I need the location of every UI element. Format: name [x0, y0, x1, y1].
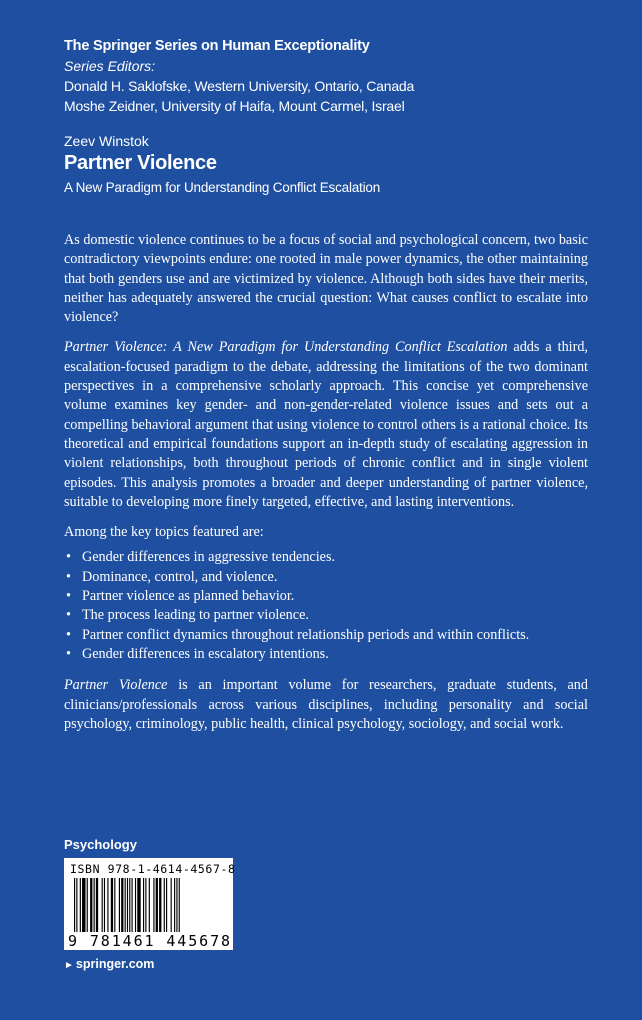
bullet-icon: •	[66, 645, 71, 662]
series-info	[64, 36, 604, 116]
bullet-icon: •	[66, 549, 71, 566]
topics-list	[64, 548, 588, 664]
blurb-paragraph-1: As domestic violence continues to be a focus of social and psychological concern, two basic contradictory viewpoints endure: one rooted in male power dynamics, the other maintaining that both genders use and are victimized by violence. Although both sides have their merits, neither has adequately answered the crucial question: What causes conflict to escalate into violence?	[64, 232, 588, 326]
bullet-icon: •	[66, 568, 71, 585]
barcode-number: 9 781461 445678	[68, 932, 232, 950]
isbn-barcode	[64, 858, 236, 950]
back-cover-blurb	[64, 231, 588, 745]
series-editor-2: Moshe Zeidner, University of Haifa, Mount Carmel, Israel	[64, 98, 405, 114]
list-item: • Dominance, control, and violence.	[64, 568, 588, 587]
blurb-paragraph-2-text: adds a third, escalation-focused paradigm to the debate, addressing the limitations of the two dominant perspectives in a comprehensive scholarly approach. This concise yet comprehensive volume examines key gender- and non-gender-related violence issues and sets out a compelling behavioral argument that using violence to control others is a rational choice. Its theoretical and empirical foundations support an in-depth study of escalating aggression in violent relationships, both throughout periods of chronic conflict and in single violent episodes. This analysis promotes a broader and deeper understanding of partner violence, suitable to developing more finely targeted, effective, and lasting interventions.	[64, 339, 588, 510]
website-label: springer.com	[75, 957, 155, 971]
series-editor-1: Donald H. Saklofske, Western University, Ontario, Canada	[64, 78, 415, 94]
bullet-icon: •	[66, 626, 71, 643]
list-item: • The process leading to partner violence.	[64, 606, 588, 625]
series-editors-label: Series Editors:	[64, 58, 156, 74]
series-title: The Springer Series on Human Exceptionality	[64, 38, 370, 54]
book-title-reference: Partner Violence	[64, 677, 168, 694]
topics-intro: Among the key topics featured are:	[64, 524, 264, 541]
publisher-website[interactable]	[64, 956, 154, 974]
book-title-reference: Partner Violence: A New Paradigm for Understanding Conflict Escalation	[64, 339, 508, 356]
list-item: • Partner conflict dynamics throughout relationship periods and within conflicts.	[64, 626, 588, 645]
subject-category: Psychology	[64, 837, 137, 852]
book-author: Zeev Winstok	[64, 133, 149, 149]
bullet-icon: •	[66, 607, 71, 624]
arrow-right-icon: ►	[64, 960, 74, 971]
list-item: • Gender differences in aggressive tendencies.	[64, 548, 588, 567]
blurb-paragraph-3	[64, 676, 588, 734]
list-item: • Gender differences in escalatory intentions.	[64, 645, 588, 664]
blurb-paragraph-3-text: is an important volume for researchers, graduate students, and clinicians/professionals across various disciplines, including personality and social psychology, criminology, public health, clinical psychology, sociology, and social work.	[64, 677, 588, 732]
blurb-paragraph-2	[64, 338, 588, 512]
list-item: • Partner violence as planned behavior.	[64, 587, 588, 606]
book-title: Partner Violence	[64, 152, 217, 174]
bullet-icon: •	[66, 588, 71, 605]
isbn-label: ISBN 978-1-4614-4567-8	[70, 862, 236, 876]
barcode-icon	[72, 878, 225, 932]
book-subtitle: A New Paradigm for Understanding Conflict Escalation	[64, 180, 381, 195]
